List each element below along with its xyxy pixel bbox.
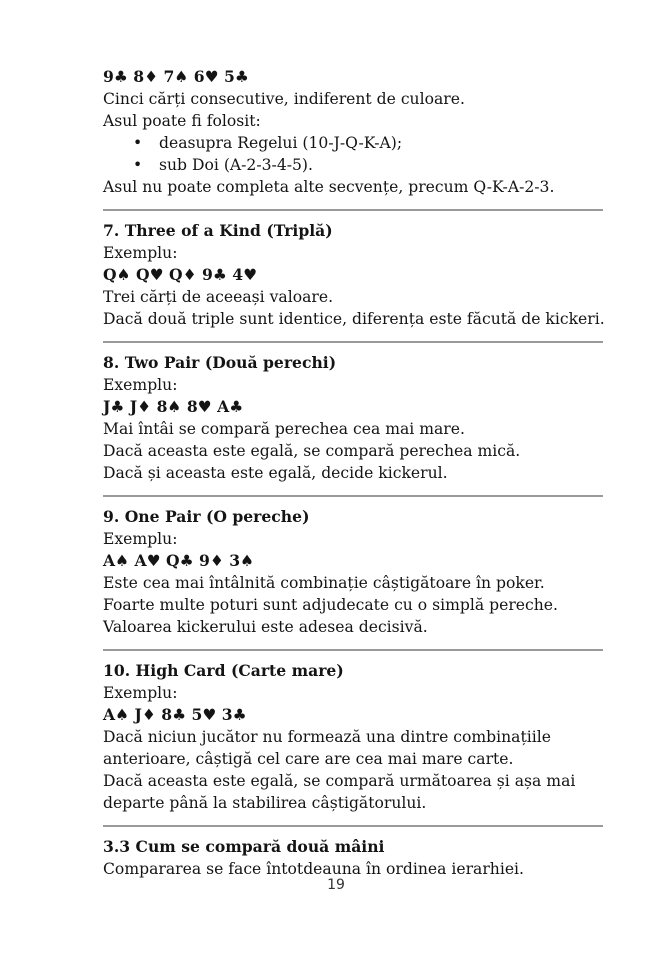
section-title: 8. Two Pair (Două perechi) xyxy=(103,353,337,372)
list-item: • sub Doi (A-2-3-4-5). xyxy=(133,156,313,174)
section-text: anterioare, câștigă cel care are cea mai mare carte. xyxy=(103,750,514,768)
section-divider xyxy=(103,209,603,211)
page-content xyxy=(103,66,603,880)
example-label: Exemplu: xyxy=(103,376,178,394)
section-text: Este cea mai întâlnită combinație câștigătoare în poker. xyxy=(103,574,545,592)
straight-note: Asul nu poate completa alte secvențe, precum Q-K-A-2-3. xyxy=(103,178,555,196)
section-text: Mai întâi se compară perechea cea mai mare. xyxy=(103,420,465,438)
section-divider xyxy=(103,825,603,827)
section-text: Dacă două triple sunt identice, diferența este făcută de kickeri. xyxy=(103,310,605,328)
ace-usage-list xyxy=(103,132,603,176)
section-divider xyxy=(103,341,603,343)
example-cards: A♠ J♦ 8♣ 5♥ 3♣ xyxy=(103,705,247,724)
subchapter-text: Compararea se face întotdeauna în ordinea ierarhiei. xyxy=(103,860,524,878)
section-text: Dacă aceasta este egală, se compară perechea mică. xyxy=(103,442,521,460)
page-number: 19 xyxy=(327,877,345,893)
list-item: • deasupra Regelui (10-J-Q-K-A); xyxy=(133,134,403,152)
section-text: Dacă niciun jucător nu formează una dintre combinațiile xyxy=(103,728,551,746)
subchapter-title: 3.3 Cum se compară două mâini xyxy=(103,837,385,856)
section-title: 10. High Card (Carte mare) xyxy=(103,661,344,680)
straight-description: Cinci cărți consecutive, indiferent de culoare. xyxy=(103,90,465,108)
example-label: Exemplu: xyxy=(103,244,178,262)
ace-usage-intro: Asul poate fi folosit: xyxy=(103,112,261,130)
example-label: Exemplu: xyxy=(103,684,178,702)
section-title: 7. Three of a Kind (Triplă) xyxy=(103,221,333,240)
example-cards: Q♠ Q♥ Q♦ 9♣ 4♥ xyxy=(103,265,258,284)
section-text: Foarte multe poturi sunt adjudecate cu o simplă pereche. xyxy=(103,596,558,614)
section-text: Valoarea kickerului este adesea decisivă. xyxy=(103,618,428,636)
section-divider xyxy=(103,649,603,651)
section-divider xyxy=(103,495,603,497)
example-cards: J♣ J♦ 8♠ 8♥ A♣ xyxy=(103,397,244,416)
section-text: Dacă aceasta este egală, se compară următoarea și așa mai xyxy=(103,772,576,790)
section-text: departe până la stabilirea câștigătorului. xyxy=(103,794,427,812)
section-text: Trei cărți de aceeași valoare. xyxy=(103,288,334,306)
straight-example-cards: 9♣ 8♦ 7♠ 6♥ 5♣ xyxy=(103,67,249,86)
bullet-icon: • xyxy=(133,156,143,174)
example-cards: A♠ A♥ Q♣ 9♦ 3♠ xyxy=(103,551,255,570)
bullet-icon: • xyxy=(133,134,143,152)
section-title: 9. One Pair (O pereche) xyxy=(103,507,310,526)
example-label: Exemplu: xyxy=(103,530,178,548)
section-text: Dacă și aceasta este egală, decide kickerul. xyxy=(103,464,448,482)
